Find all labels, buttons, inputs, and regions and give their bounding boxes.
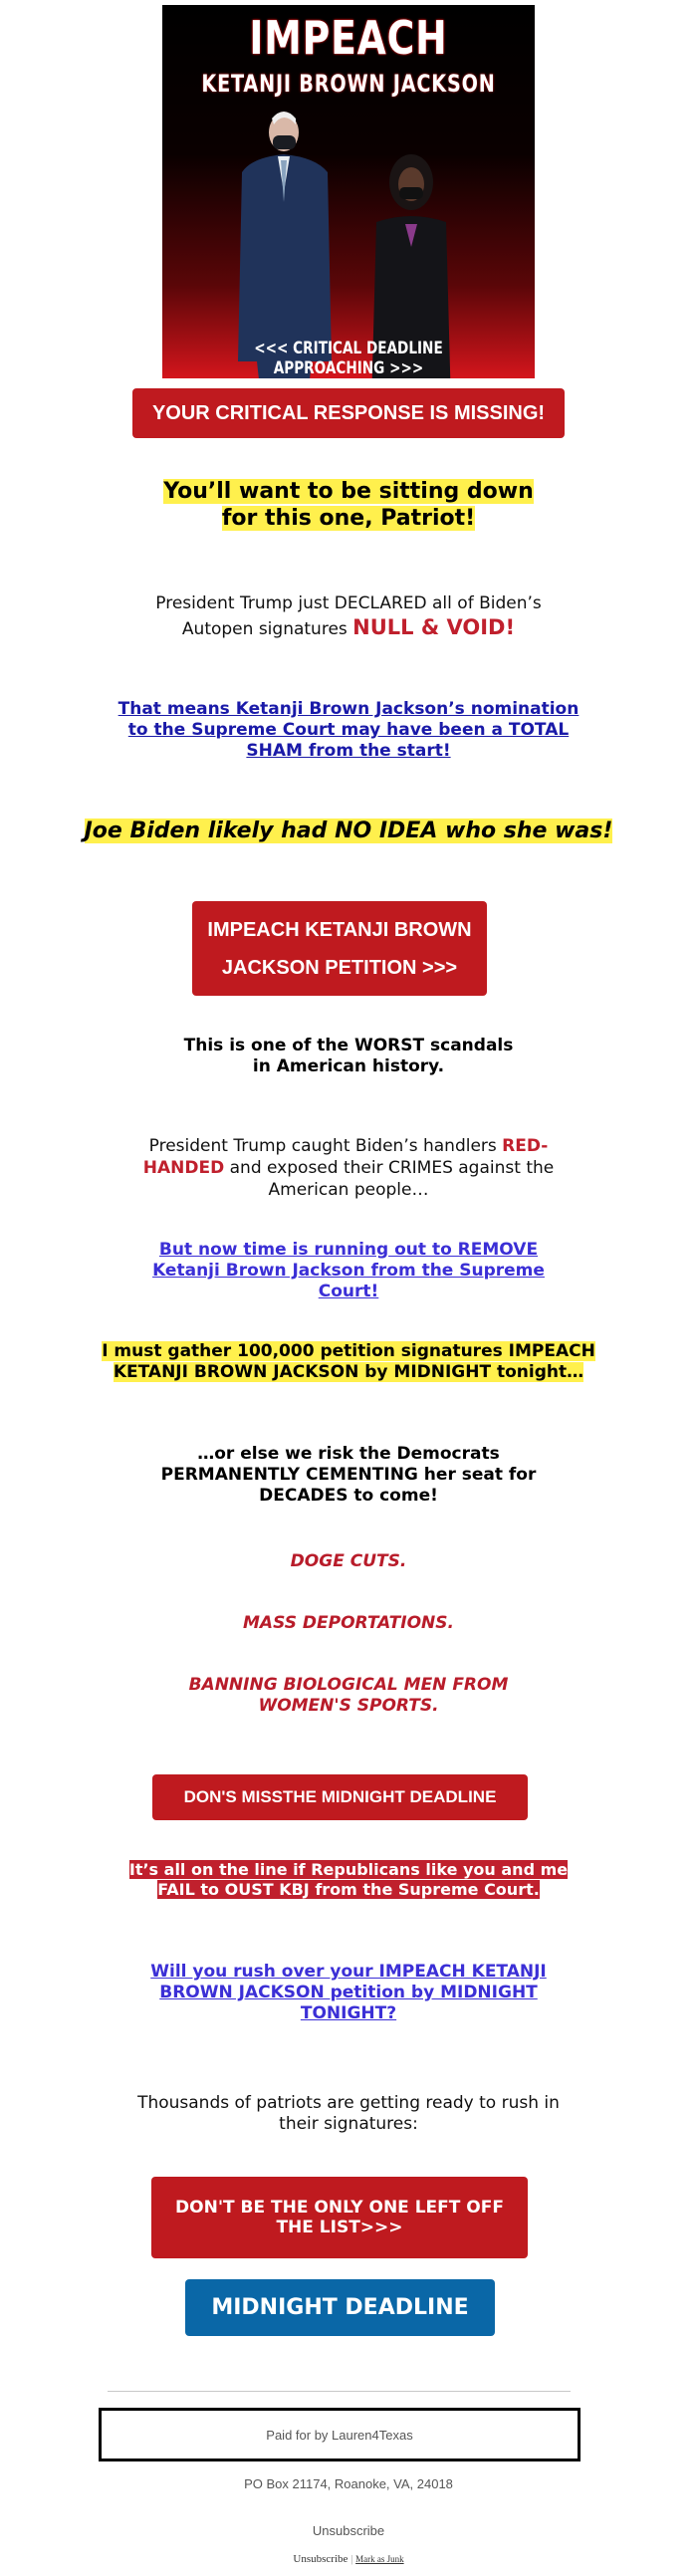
list-item: BANNING BIOLOGICAL MEN FROM WOMEN'S SPORTS. [188, 1675, 509, 1716]
divider [108, 2391, 571, 2392]
address: PO Box 21174, Roanoke, VA, 24018 [244, 2476, 453, 2491]
hero-subtitle: KETANJI BROWN JACKSON [201, 70, 496, 98]
petition-line2: JACKSON PETITION >>> [221, 956, 458, 979]
headline [0, 478, 697, 532]
list-line1: DON'T BE THE ONLY ONE LEFT OFF [175, 2198, 504, 2218]
paid-for-text: Paid for by Lauren4Texas [266, 2427, 413, 2443]
autopen-text: President Trump just DECLARED all of Biden’s Autopen signatures [155, 593, 542, 639]
joe-biden-statement: Joe Biden likely had NO IDEA who she was! [84, 819, 613, 843]
unsubscribe-link-2[interactable]: Unsubscribe [293, 2553, 348, 2565]
list-line2: THE LIST>>> [276, 2218, 403, 2237]
all-on-line-2: FAIL to OUST KBJ from the Supreme Court. [157, 1880, 540, 1899]
thousands-text: Thousands of patriots are getting ready to rush in their signatures: [137, 2093, 560, 2134]
hero-image[interactable] [162, 5, 535, 378]
autopen-paragraph [0, 591, 697, 641]
hero-title: IMPEACH [249, 11, 448, 65]
gather-line1: I must gather 100,000 petition signatures IMPEACH [102, 1341, 595, 1361]
list-item: DOGE CUTS. [290, 1551, 407, 1571]
red-handed-before: President Trump caught Biden’s handlers [148, 1136, 503, 1156]
null-void-emphasis: NULL & VOID! [352, 615, 516, 639]
headline-line2: for this one, Patriot! [221, 506, 476, 531]
remove-kbj-link[interactable]: But now time is running out to REMOVE Ketanji Brown Jackson from the Supreme Court! [152, 1240, 545, 1301]
red-handed-emphasis: RED-HANDED [142, 1136, 549, 1178]
gather-signatures-text [0, 1341, 697, 1383]
footer-separator: | [350, 2553, 353, 2565]
midnight-deadline-blue-button[interactable]: MIDNIGHT DEADLINE [185, 2279, 495, 2336]
all-on-line-text [0, 1860, 697, 1900]
or-else-text: …or else we risk the Democrats PERMANENTLY CEMENTING her seat for DECADES to come! [160, 1444, 537, 1506]
impeach-petition-button[interactable] [192, 901, 487, 996]
paid-for-box [99, 2408, 581, 2461]
hero-banner: <<< CRITICAL DEADLINE APPROACHING >>> [254, 339, 443, 378]
rush-petition-link[interactable]: Will you rush over your IMPEACH KETANJI BROWN JACKSON petition by MIDNIGHT TONIGHT? [150, 1962, 547, 2023]
gather-line2: KETANJI BROWN JACKSON by MIDNIGHT tonight… [113, 1362, 584, 1382]
midnight-deadline-red-button[interactable]: DON'S MISSTHE MIDNIGHT DEADLINE [152, 1774, 528, 1820]
all-on-line-1: It’s all on the line if Republicans like you and me [128, 1860, 569, 1879]
critical-response-button[interactable]: YOUR CRITICAL RESPONSE IS MISSING! [132, 388, 565, 438]
headline-line1: You’ll want to be sitting down [163, 479, 534, 504]
unsubscribe-link[interactable]: Unsubscribe [312, 2523, 385, 2538]
scandal-text: This is one of the WORST scandals in American history. [183, 1036, 514, 1076]
list-item: MASS DEPORTATIONS. [243, 1613, 454, 1633]
mark-as-junk-link[interactable]: Mark as Junk [355, 2554, 404, 2564]
petition-line1: IMPEACH KETANJI BROWN [207, 918, 472, 941]
red-handed-after: and exposed their CRIMES against the American people… [224, 1158, 555, 1200]
sham-link[interactable]: That means Ketanji Brown Jackson’s nomination to the Supreme Court may have been a TOTAL SHAM from the start! [117, 699, 580, 761]
red-handed-paragraph [0, 1135, 697, 1201]
only-one-left-off-button[interactable] [151, 2177, 528, 2258]
